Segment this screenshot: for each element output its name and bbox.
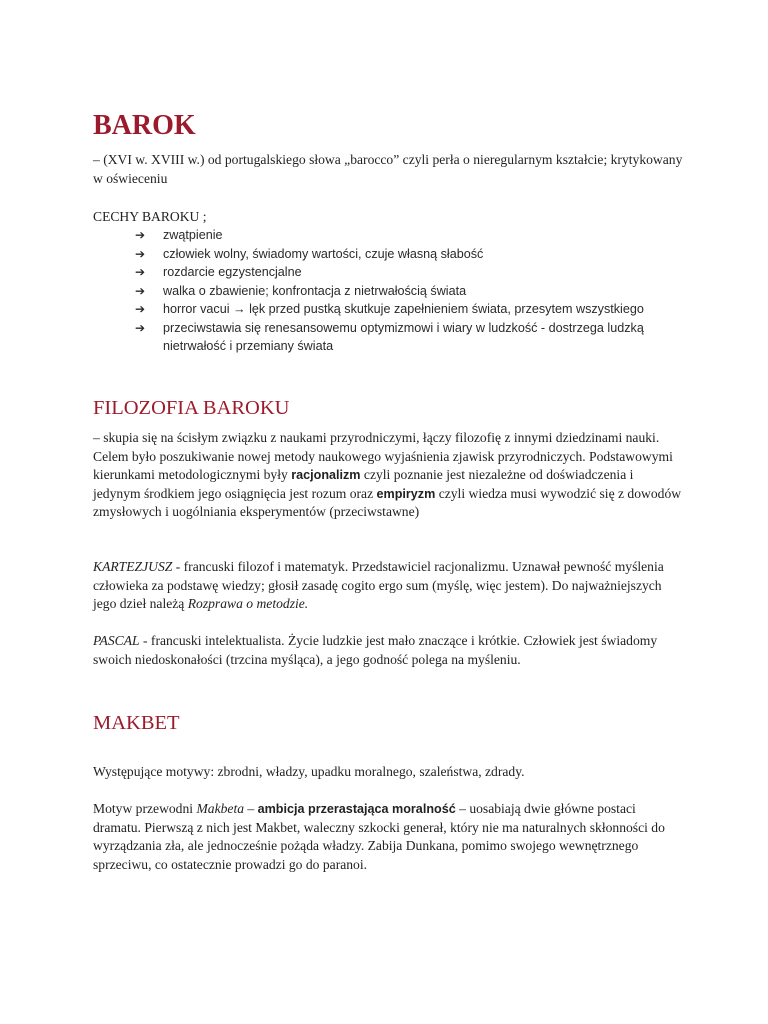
cechy-item-text: walka o zbawienie; konfrontacja z nietrwałością świata	[163, 283, 467, 298]
kartezjusz-name: KARTEZJUSZ	[93, 559, 173, 574]
cechy-item	[135, 226, 675, 245]
arrow-right-icon: ➔	[135, 265, 146, 279]
cechy-item-text: horror vacui → lęk przed pustką skutkuje zapełnieniem świata, przesytem wszystkiego	[163, 302, 644, 316]
cechy-item	[135, 282, 675, 301]
pascal-paragraph	[93, 632, 683, 669]
arrow-right-icon: ➔	[135, 246, 146, 261]
kartezjusz-work: Rozprawa o metodzie.	[187, 596, 309, 611]
makbet-motywy: Występujące motywy: zbrodni, władzy, upadku moralnego, szaleństwa, zdrady.	[93, 764, 525, 779]
makbet-text-1: Motyw przewodni	[93, 801, 197, 816]
arrow-right-icon: ➔	[135, 283, 146, 298]
kartezjusz-paragraph	[93, 558, 683, 614]
term-empiryzm: empiryzm	[376, 486, 436, 501]
kartezjusz-text: - francuski filozof i matematyk. Przedstawiciel racjonalizmu. Uznawał pewność myślenia człowieka za podstawę wiedzy; głosił zasadę cogito ergo sum (myślę, więc jestem). Do najważniejszych jego dzieł należą	[93, 559, 664, 611]
cechy-item	[135, 263, 675, 282]
cechy-item-text: zwątpienie	[163, 228, 223, 242]
heading-filozofia: FILOZOFIA BAROKU	[93, 397, 290, 419]
pascal-name: PASCAL	[93, 633, 140, 648]
cechy-item-text: przeciwstawia się renesansowemu optymizmowi i wiary w ludzkość - dostrzega ludzką nietrwałość i przemiany świata	[163, 320, 644, 353]
filozofia-text-1: – skupia się na ścisłym związku z naukami przyrodniczymi, łączy filozofię z innymi dziedzinami nauki. Celem było poszukiwanie nowej metody naukowego wyjaśnienia zjawisk przyrodniczych. Podstawowymi kierunkami metodologicznymi były	[93, 430, 673, 482]
arrow-right-icon: ➔	[135, 320, 146, 335]
cechy-item	[135, 245, 675, 264]
filozofia-text-2: czyli poznanie jest niezależne od doświadczenia i jedynym środkiem jego osiągnięcia jest rozum oraz	[93, 467, 634, 501]
cechy-item-text: człowiek wolny, świadomy wartości, czuje własną słabość	[163, 246, 484, 261]
arrow-right-icon: ➔	[135, 228, 146, 242]
cechy-item	[135, 300, 675, 319]
filozofia-text-3: czyli wiedza musi wywodzić się z dowodów zmysłowych i uogólniania eksperymentów (przeciwstawne)	[93, 485, 682, 519]
arrow-right-icon: ➔	[135, 302, 146, 316]
cechy-item	[135, 319, 675, 356]
makbet-text-3: – uosabiają dwie główne postaci dramatu. Pierwszą z nich jest Makbet, waleczny szkocki generał, który nie ma naturalnych skłonności do wyrządzania zła, ale jednocześnie pożąda władzy. Zabija Dunkana, pomimo swojego wewnętrznego sprzeciwu, co ostatecznie prowadzi go do paranoi.	[93, 801, 665, 872]
cechy-item-text: rozdarcie egzystencjalne	[163, 265, 302, 279]
filozofia-paragraph	[93, 429, 683, 522]
makbet-paragraph	[93, 800, 683, 874]
term-racjonalizm: racjonalizm	[291, 468, 361, 482]
cechy-list	[135, 226, 675, 356]
makbet-text-2: –	[244, 801, 258, 816]
makbet-motif: ambicja przerastająca moralność	[257, 802, 456, 816]
barok-intro: – (XVI w. XVIII w.) od portugalskiego słowa „barocco” czyli perła o nieregularnym kształcie; krytykowany w oświeceniu	[93, 152, 683, 186]
heading-makbet: MAKBET	[93, 712, 180, 734]
pascal-text: - francuski intelektualista. Życie ludzkie jest mało znaczące i krótkie. Człowiek jest świadomy swoich niedoskonałości (trzcina myśląca), a jego godność polega na myśleniu.	[93, 633, 658, 667]
cechy-label: CECHY BAROKU ;	[93, 209, 207, 224]
makbet-title-ref: Makbeta	[196, 801, 245, 816]
heading-barok: BAROK	[93, 110, 196, 141]
